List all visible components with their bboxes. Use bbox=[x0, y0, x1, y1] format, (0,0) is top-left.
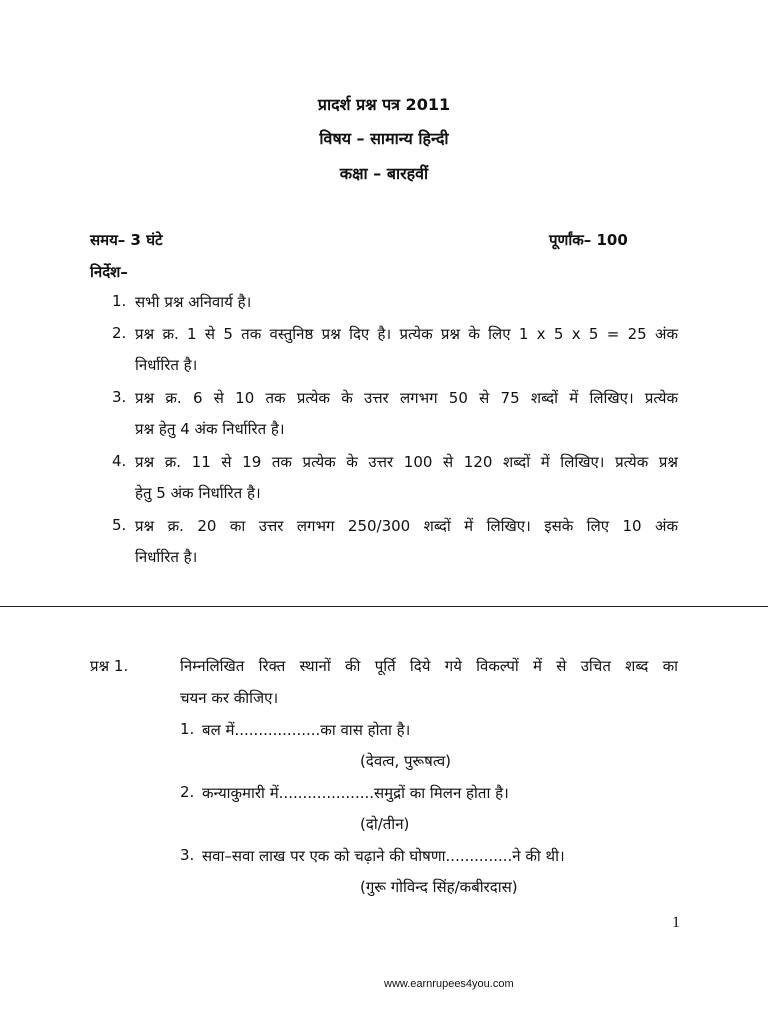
item-number: 1. bbox=[180, 720, 195, 738]
class-heading: कक्षा – बारहवीं bbox=[339, 164, 429, 183]
instruction-line: निर्धारित है। bbox=[135, 548, 198, 566]
instruction-line: निर्धारित है। bbox=[135, 356, 198, 374]
fill-in-blank: बल में..................का वास होता है। bbox=[202, 721, 411, 739]
question-text: निम्नलिखित रिक्त स्थानों की पूर्ति दिये गये विकल्पों में से उचित शब्द का bbox=[180, 657, 678, 675]
instruction-line: प्रश्न क्र. 11 से 19 तक प्रत्येक के उत्तर 100 से 120 शब्दों में लिखिए। प्रत्येक प्रश्न bbox=[135, 453, 678, 471]
instruction-number: 1. bbox=[112, 292, 127, 310]
section-divider bbox=[0, 606, 768, 607]
max-marks: पूर्णांक– 100 bbox=[549, 231, 628, 249]
instruction-number: 4. bbox=[112, 452, 127, 470]
paper-title: प्रादर्श प्रश्न पत्र 2011 bbox=[317, 95, 451, 114]
instruction-line: सभी प्रश्न अनिवार्य है। bbox=[135, 293, 252, 311]
item-number: 2. bbox=[180, 783, 195, 801]
answer-options: (गुरू गोविन्द सिंह/कबीरदास) bbox=[360, 878, 518, 896]
instructions-heading: निर्देश– bbox=[90, 263, 128, 281]
instruction-line: प्रश्न हेतु 4 अंक निर्धारित है। bbox=[135, 420, 285, 438]
instruction-line: प्रश्न क्र. 1 से 5 तक वस्तुनिष्ठ प्रश्न दिए है। प्रत्येक प्रश्न के लिए 1 x 5 x 5 = 25 अंक bbox=[135, 325, 678, 343]
item-number: 3. bbox=[180, 846, 195, 864]
time-allowed: समय– 3 घंटे bbox=[90, 231, 163, 249]
instruction-number: 3. bbox=[112, 388, 127, 406]
page-number: 1 bbox=[672, 914, 680, 931]
instruction-line: प्रश्न क्र. 6 से 10 तक प्रत्येक के उत्तर लगभग 50 से 75 शब्दों में लिखिए। प्रत्येक bbox=[135, 389, 678, 407]
fill-in-blank: सवा–सवा लाख पर एक को चढ़ाने की घोषणा..............ने की थी। bbox=[202, 847, 565, 865]
fill-in-blank: कन्याकुमारी में....................समुद्रों का मिलन होता है। bbox=[202, 784, 509, 802]
instruction-number: 5. bbox=[112, 516, 127, 534]
question-label: प्रश्न 1. bbox=[90, 657, 129, 675]
question-text: चयन कर कीजिए। bbox=[180, 689, 279, 707]
instruction-line: हेतु 5 अंक निर्धारित है। bbox=[135, 484, 261, 502]
instruction-line: प्रश्न क्र. 20 का उत्तर लगभग 250/300 शब्दों में लिखिए। इसके लिए 10 अंक bbox=[135, 517, 678, 535]
answer-options: (दो/तीन) bbox=[360, 815, 410, 833]
footer-website: www.earnrupees4you.com bbox=[384, 978, 514, 990]
instruction-number: 2. bbox=[112, 324, 127, 342]
answer-options: (देवत्व, पुरूषत्व) bbox=[360, 752, 452, 770]
subject-heading: विषय – सामान्य हिन्दी bbox=[319, 129, 449, 148]
